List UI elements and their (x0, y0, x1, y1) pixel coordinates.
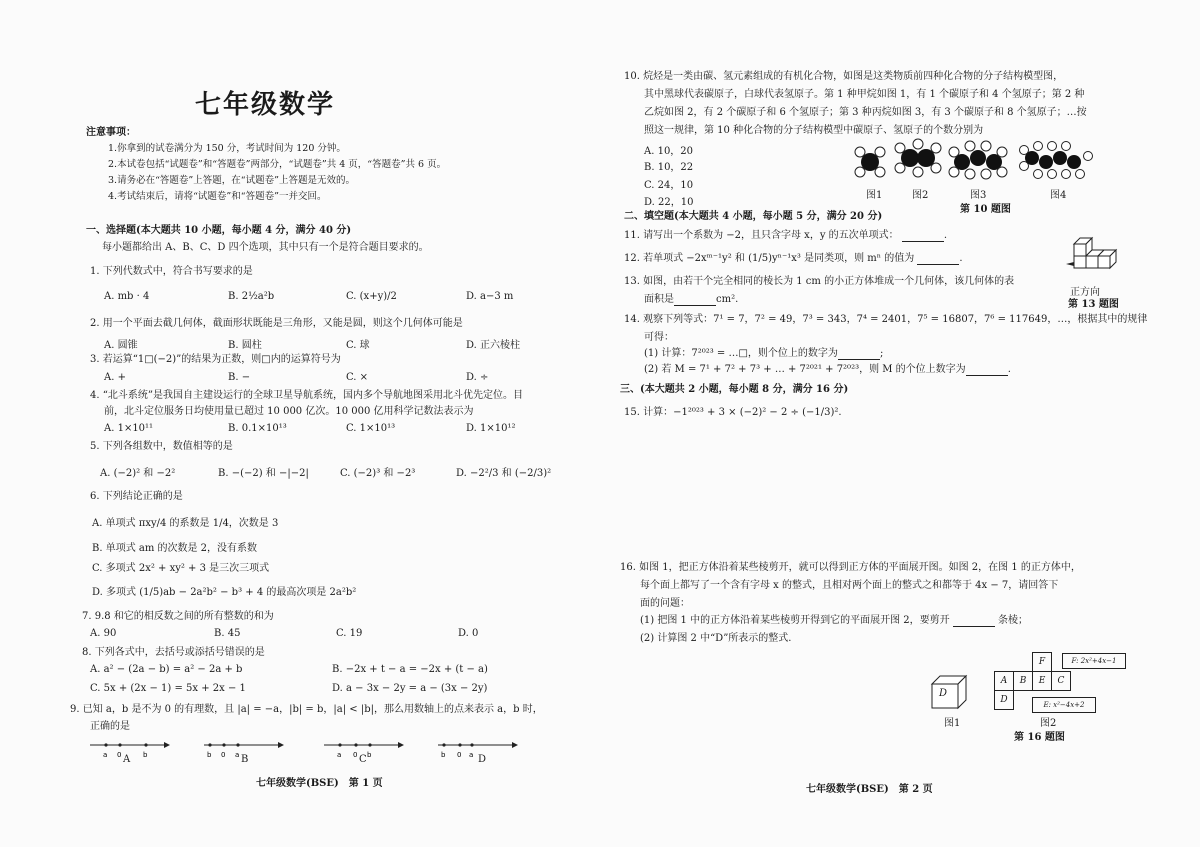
q12-answer-blank[interactable] (917, 255, 959, 265)
svg-text:0: 0 (353, 751, 358, 759)
q12: 12. 若单项式 −2xᵐ⁻¹y² 和 (1/5)yⁿ⁻¹x³ 是同类项，则 mⁿ 的值为 . (624, 253, 963, 264)
q10-option-c: C. 24，10 (644, 180, 694, 191)
q10-line4: 照这一规律，第 10 种化合物的分子结构模型中碳原子、氢原子的个数分别为 (644, 125, 984, 136)
notes-heading: 注意事项： (86, 127, 136, 138)
q6-option-c: C. 多项式 2x² + xy² + 3 是三次三项式 (92, 563, 270, 574)
svg-text:a: a (103, 751, 108, 759)
butane-figure (1020, 142, 1093, 179)
q6-option-d: D. 多项式 (1/5)ab − 2a²b² − b³ + 4 的最高次项是 2a²b² (92, 587, 357, 598)
q9-label-c: C (359, 754, 367, 765)
q13-cube-figure (1064, 234, 1122, 282)
q4-option-b: B. 0.1×10¹³ (228, 423, 287, 434)
q16-line3: 面的问题： (640, 598, 690, 609)
svg-text:a: a (469, 751, 474, 759)
section1-intro: 每小题都给出 A、B、C、D 四个选项，其中只有一个是符合题目要求的。 (102, 242, 429, 253)
q16-part1-blank[interactable] (953, 617, 995, 627)
q10-option-b: B. 10，22 (644, 162, 694, 173)
q10-line3: 乙烷如图 2，有 2 个碳原子和 6 个氢原子；第 3 种丙烷如图 3，有 3 个碳原子和 8 个氢原子；…按 (644, 107, 1087, 118)
svg-text:a: a (337, 751, 342, 759)
svg-text:0: 0 (221, 751, 226, 759)
q9-number-lines (86, 735, 526, 771)
q13-text: 面积是 (644, 294, 674, 305)
net-label-e: E: x²−4x+2 (1032, 697, 1096, 713)
q7-option-c: C. 19 (336, 628, 363, 639)
q6-option-a: A. 单项式 πxy/4 的系数是 1/4，次数是 3 (92, 518, 279, 529)
q10-fig2-label: 图2 (912, 190, 929, 201)
q7-option-a: A. 90 (90, 628, 117, 639)
q12-text: 12. 若单项式 −2xᵐ⁻¹y² 和 (1/5)yⁿ⁻¹x³ 是同类项，则 mⁿ 的值为 (624, 253, 915, 264)
q5-option-c: C. (−2)³ 和 −2³ (340, 468, 416, 479)
q8-option-b: B. −2x + t − a = −2x + (t − a) (332, 664, 488, 675)
q11: 11. 请写出一个系数为 −2，且只含字母 x，y 的五次单项式： . (624, 230, 948, 241)
q4-stem-line1: 4. “北斗系统”是我国自主建设运行的全球卫星导航系统，国内多个导航地图采用北斗优先定位。目 (90, 390, 523, 401)
q4-stem-line2: 前，北斗定位服务日均使用量已超过 10 000 亿次。10 000 亿用科学记数法表示为 (104, 406, 474, 417)
q16-caption: 第 16 题图 (1014, 732, 1065, 743)
svg-text:b: b (441, 751, 446, 759)
q2-option-c: C. 球 (346, 340, 370, 351)
net-face-c: C (1051, 671, 1071, 691)
q14-part1-blank[interactable] (838, 350, 880, 360)
q5-option-b: B. −(−2) 和 −|−2| (218, 468, 309, 479)
q16-fig1-label: 图1 (944, 718, 961, 729)
q13-line1: 13. 如图，由若干个完全相同的棱长为 1 cm 的小正方体堆成一个几何体，该几何体的表 (624, 276, 1015, 287)
q3-option-d: D. ÷ (466, 372, 489, 383)
q13-answer-blank[interactable] (674, 296, 716, 306)
q15: 15. 计算：−1²⁰²³ + 3 × (−2)² − 2 ÷ (−1/3)². (624, 407, 842, 418)
q9-label-b: B (241, 754, 249, 765)
q11-answer-blank[interactable] (902, 232, 944, 242)
q9-stem-line1: 9. 已知 a，b 是不为 0 的有理数，且 |a| = −a，|b| = b，|a| < |b|，那么用数轴上的点来表示 a，b 时， (70, 704, 543, 715)
footer-right: 七年级数学(BSE) 第 2 页 (806, 784, 933, 795)
q10-caption: 第 10 题图 (960, 204, 1011, 215)
q10-line1: 10. 烷烃是一类由碳、氢元素组成的有机化合物，如图是这类物质前四种化合物的分子结构模型图， (624, 71, 1064, 82)
q6-option-b: B. 单项式 am 的次数是 2，没有系数 (92, 543, 258, 554)
q9-label-d: D (478, 754, 487, 765)
net-face-a: A (994, 671, 1014, 691)
q16-line2: 每个面上都写了一个含有字母 x 的整式，且相对两个面上的整式之和都等于 4x − 7，请回答下 (640, 580, 1059, 591)
q3-option-c: C. × (346, 372, 369, 383)
q1-option-a: A. mb · 4 (104, 291, 150, 302)
q1-option-b: B. 2½a²b (228, 291, 275, 302)
net-face-d: D (994, 690, 1014, 710)
methane-figure (855, 147, 885, 177)
q14-line2: 可得： (644, 332, 674, 343)
q7-stem: 7. 9.8 和它的相反数之间的所有整数的和为 (82, 611, 274, 622)
q4-option-d: D. 1×10¹² (466, 423, 516, 434)
q14-part1: (1) 计算：7²⁰²³ = …□，则个位上的数字为 ; (644, 348, 884, 359)
net-label-f: F: 2x²+4x−1 (1062, 653, 1126, 669)
q9-stem-line2: 正确的是 (90, 721, 130, 732)
section1-heading: 一、选择题(本大题共 10 小题，每小题 4 分，满分 40 分) (86, 225, 352, 236)
svg-text:b: b (207, 751, 212, 759)
q10-line2: 其中黑球代表碳原子，白球代表氢原子。第 1 种甲烷如图 1，有 1 个碳原子和 4 个氢原子；第 2 种 (644, 89, 1085, 100)
svg-text:b: b (143, 751, 148, 759)
q7-option-b: B. 45 (214, 628, 241, 639)
q3-stem: 3. 若运算“1□(−2)”的结果为正数，则□内的运算符号为 (90, 354, 341, 365)
q13-direction-label: 正方向 (1070, 287, 1100, 298)
q8-option-d: D. a − 3x − 2y = a − (3x − 2y) (332, 683, 488, 694)
q9-label-a: A (123, 754, 131, 765)
svg-text:b: b (367, 751, 372, 759)
q13-caption: 第 13 题图 (1068, 299, 1119, 310)
q5-option-a: A. (−2)² 和 −2² (100, 468, 176, 479)
q4-option-a: A. 1×10¹¹ (104, 423, 154, 434)
q2-option-d: D. 正六棱柱 (466, 340, 521, 351)
q1-stem: 1. 下列代数式中，符合书写要求的是 (90, 266, 253, 277)
q14-part2-blank[interactable] (966, 366, 1008, 376)
q14-part1-text: (1) 计算：7²⁰²³ = …□，则个位上的数字为 (644, 348, 838, 359)
svg-text:a: a (235, 751, 240, 759)
ethane-figure (895, 139, 941, 177)
q11-text: 11. 请写出一个系数为 −2，且只含字母 x，y 的五次单项式： (624, 230, 899, 241)
section3-heading: 三、(本大题共 2 小题，每小题 8 分，满分 16 分) (620, 384, 849, 395)
q16-cube-figure (926, 672, 972, 712)
q14-part2-text: (2) 若 M = 7¹ + 7² + 7³ + … + 7²⁰²¹ + 7²⁰²³，则 M 的个位上数字为 (644, 364, 966, 375)
footer-left: 七年级数学(BSE) 第 1 页 (256, 778, 383, 789)
q8-option-c: C. 5x + (2x − 1) = 5x + 2x − 1 (90, 683, 246, 694)
q8-stem: 8. 下列各式中，去括号或添括号错误的是 (82, 647, 265, 658)
q7-option-d: D. 0 (458, 628, 479, 639)
q16-part1-tail: 条棱； (997, 615, 1028, 626)
q16-cube-face-d: D (939, 688, 948, 699)
q16-net-figure (994, 652, 1124, 712)
note-3: 3.请务必在“答题卷”上答题，在“试题卷”上答题是无效的。 (108, 175, 355, 186)
q16-part2: (2) 计算图 2 中“D”所表示的整式. (640, 633, 792, 644)
q16-fig2-label: 图2 (1040, 718, 1057, 729)
q3-option-b: B. − (228, 372, 251, 383)
q1-option-c: C. (x+y)/2 (346, 291, 397, 302)
q5-stem: 5. 下列各组数中，数值相等的是 (90, 441, 233, 452)
q16-line1: 16. 如图 1，把正方体沿着某些棱剪开，就可以得到正方体的平面展开图。如图 2，在图 1 的正方体中， (620, 562, 1081, 573)
q8-option-a: A. a² − (2a − b) = a² − 2a + b (90, 664, 243, 675)
q3-option-a: A. + (104, 372, 126, 383)
note-2: 2.本试卷包括“试题卷”和“答题卷”两部分，“试题卷”共 4 页，“答题卷”共 6 页。 (108, 159, 447, 170)
svg-text:0: 0 (117, 751, 122, 759)
q13-unit: cm². (716, 294, 739, 305)
q2-stem: 2. 用一个平面去截几何体，截面形状既能是三角形，又能是圆，则这个几何体可能是 (90, 318, 463, 329)
net-face-e: E (1032, 671, 1052, 691)
net-face-b: B (1013, 671, 1033, 691)
q2-option-b: B. 圆柱 (228, 340, 262, 351)
q13-line2 (644, 293, 738, 306)
section2-heading: 二、填空题(本大题共 4 小题，每小题 5 分，满分 20 分) (624, 211, 883, 222)
q5-option-d: D. −2²/3 和 (−2/3)² (456, 468, 552, 479)
q10-fig1-label: 图1 (866, 190, 883, 201)
svg-text:0: 0 (457, 751, 462, 759)
propane-figure (949, 141, 1007, 179)
q10-option-a: A. 10，20 (644, 146, 694, 157)
q10-option-d: D. 22，10 (644, 197, 694, 208)
q4-option-c: C. 1×10¹³ (346, 423, 396, 434)
note-4: 4.考试结束后，请将“试题卷”和“答题卷”一并交回。 (108, 191, 327, 202)
q10-fig3-label: 图3 (970, 190, 987, 201)
q10-fig4-label: 图4 (1050, 190, 1067, 201)
note-1: 1.你拿到的试卷满分为 150 分，考试时间为 120 分钟。 (108, 143, 346, 154)
page-title: 七年级数学 (195, 90, 336, 120)
q14-line1: 14. 观察下列等式：7¹ = 7，7² = 49，7³ = 343，7⁴ = 2401，7⁵ = 16807，7⁶ = 117649，…，根据其中的规律 (624, 314, 1148, 325)
q2-option-a: A. 圆锥 (104, 340, 138, 351)
q1-option-d: D. a−3 m (466, 291, 514, 302)
q16-part1-text: (1) 把图 1 中的正方体沿着某些棱剪开得到它的平面展开图 2，要剪开 (640, 615, 950, 626)
q14-part2: (2) 若 M = 7¹ + 7² + 7³ + … + 7²⁰²¹ + 7²⁰²³，则 M 的个位上数字为 . (644, 364, 1011, 375)
q16-part1 (640, 614, 1028, 627)
q6-stem: 6. 下列结论正确的是 (90, 491, 183, 502)
net-face-f: F (1032, 652, 1052, 672)
